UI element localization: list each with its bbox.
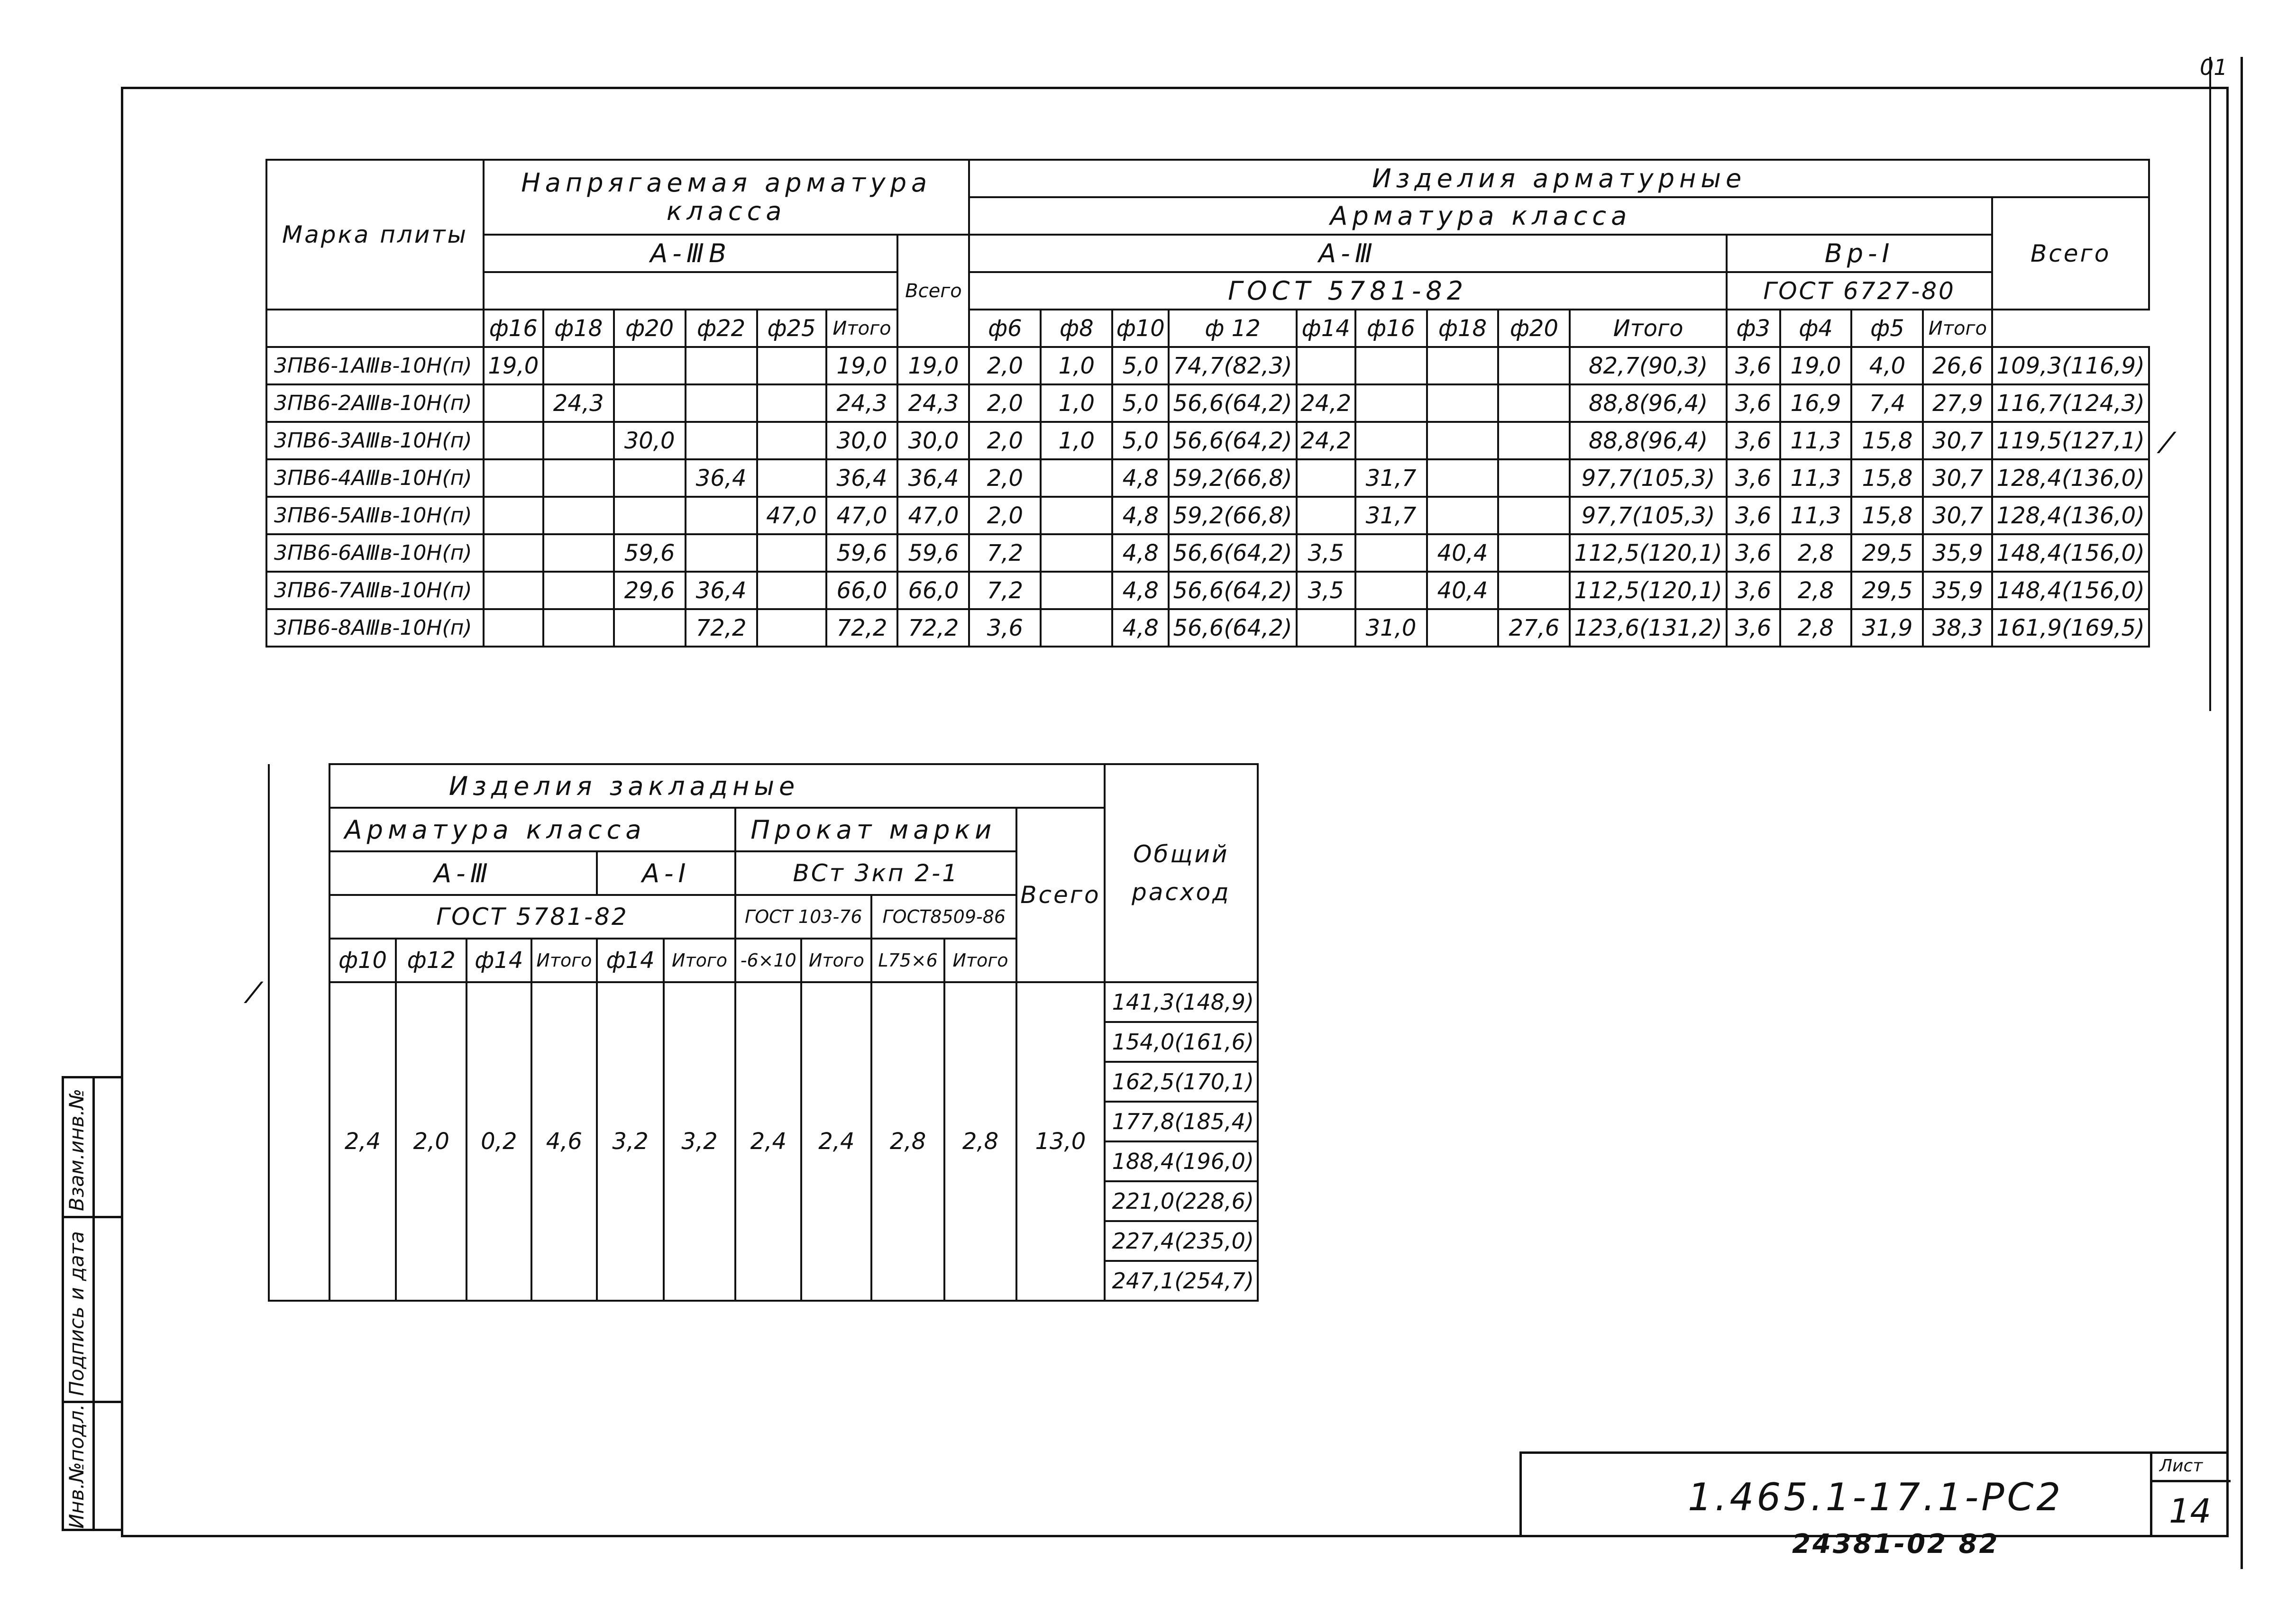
data-cell: 56,6(64,2) [1169, 422, 1297, 459]
blank-left [269, 851, 329, 895]
vsego-embedded-header: Всего [1016, 808, 1104, 982]
gost-5781: ГОСТ 5781-82 [329, 895, 735, 939]
data-cell: 30,7 [1923, 497, 1992, 534]
data-cell: 59,2(66,8) [1169, 459, 1297, 497]
data-cell [1297, 497, 1355, 534]
data-cell: 24,2 [1297, 422, 1355, 459]
data-cell: 56,6(64,2) [1169, 572, 1297, 609]
data-cell: 24,2 [1297, 384, 1355, 422]
data-cell [757, 534, 826, 572]
data-cell: 4,8 [1112, 572, 1169, 609]
blank-left [269, 808, 329, 851]
data-cell [1041, 609, 1112, 647]
col-header: L75×6 [871, 939, 944, 982]
blank-gost-cell [484, 272, 898, 310]
data-cell: 72,2 [826, 609, 898, 647]
data-cell [1041, 459, 1112, 497]
data-cell: 59,6 [826, 534, 898, 572]
prokat-marki: Прокат марки [735, 808, 1016, 851]
data-cell: 66,0 [897, 572, 969, 609]
data-cell [1498, 572, 1570, 609]
gost-8509: ГОСТ8509-86 [871, 895, 1016, 939]
total-cell: 247,1(254,7) [1105, 1261, 1258, 1301]
col-header: Итого [1923, 310, 1992, 347]
data-cell [1498, 497, 1570, 534]
data-cell: 19,0 [484, 347, 543, 384]
reinforcement-rows [266, 347, 2149, 647]
data-cell: 148,4(156,0) [1992, 534, 2149, 572]
data-cell: 7,4 [1851, 384, 1923, 422]
gost-bp1: ГОСТ 6727-80 [1727, 272, 1993, 310]
data-cell [757, 459, 826, 497]
data-cell: 3,6 [1727, 459, 1780, 497]
row-mark: 3ПВ6-8АⅢв-10Н(п) [266, 609, 484, 647]
table-row [266, 347, 2149, 384]
total-cell: 227,4(235,0) [1105, 1221, 1258, 1261]
data-cell [1041, 497, 1112, 534]
archive-code: 24381-02 82 [1792, 1529, 2000, 1560]
products-title: Изделия арматурные [969, 160, 2149, 197]
data-cell [686, 497, 757, 534]
data-cell: 3,5 [1297, 534, 1355, 572]
col-mark-header: Марка плиты [266, 160, 484, 310]
data-cell [1355, 534, 1427, 572]
data-cell: 97,7(105,3) [1570, 459, 1726, 497]
data-cell: 36,4 [826, 459, 898, 497]
total-cell: 177,8(185,4) [1105, 1102, 1258, 1141]
data-cell: 116,7(124,3) [1992, 384, 2149, 422]
data-cell [1427, 497, 1499, 534]
row-mark: 3ПВ6-7АⅢв-10Н(п) [266, 572, 484, 609]
data-cell: 30,0 [614, 422, 686, 459]
data-cell [686, 347, 757, 384]
gost-a3: ГОСТ 5781-82 [969, 272, 1726, 310]
data-cell [543, 422, 614, 459]
data-cell [614, 609, 686, 647]
data-cell: 4,8 [1112, 609, 1169, 647]
embedded-title: Изделия закладные [329, 764, 1105, 808]
data-cell [543, 609, 614, 647]
vsego-stressed-header: Всего [897, 235, 969, 347]
data-cell [1498, 459, 1570, 497]
vzam-inv-label: Взам.инв.№ [65, 1088, 88, 1211]
data-cell: 19,0 [1780, 347, 1852, 384]
data-cell [686, 422, 757, 459]
embedded-items-table [268, 763, 1259, 1302]
data-cell [614, 459, 686, 497]
data-cell [1427, 422, 1499, 459]
data-cell: 11,3 [1780, 497, 1852, 534]
data-cell: 56,6(64,2) [1169, 384, 1297, 422]
data-cell: 11,3 [1780, 459, 1852, 497]
data-cell: 36,4 [686, 572, 757, 609]
data-cell: 29,6 [614, 572, 686, 609]
table-row [266, 609, 2149, 647]
col-header: ф20 [614, 310, 686, 347]
col-header: ф25 [757, 310, 826, 347]
data-cell: 35,9 [1923, 534, 1992, 572]
row-mark: 3ПВ6-6АⅢв-10Н(п) [266, 534, 484, 572]
data-cell: 40,4 [1427, 534, 1499, 572]
col-header: Итого [944, 939, 1016, 982]
data-cell [543, 347, 614, 384]
data-cell: 3,6 [1727, 609, 1780, 647]
sheet-label: Лист [2159, 1456, 2203, 1476]
podpis-label: Подпись и дата [65, 1231, 88, 1396]
data-cell: 5,0 [1112, 384, 1169, 422]
data-cell: 47,0 [897, 497, 969, 534]
data-cell: 88,8(96,4) [1570, 384, 1726, 422]
data-cell: 36,4 [897, 459, 969, 497]
data-cell: 3,6 [1727, 384, 1780, 422]
data-cell: 2,0 [969, 497, 1041, 534]
data-cell [757, 384, 826, 422]
value-cell: 3,2 [597, 982, 664, 1301]
data-cell: 26,6 [1923, 347, 1992, 384]
blank-left [269, 939, 329, 982]
data-cell: 4,8 [1112, 459, 1169, 497]
data-cell: 3,6 [1727, 572, 1780, 609]
col-header: ф6 [969, 310, 1041, 347]
data-cell: 128,4(136,0) [1992, 497, 2149, 534]
break-mark: ⁄ [2164, 427, 2169, 460]
data-cell: 40,4 [1427, 572, 1499, 609]
data-cell: 1,0 [1041, 347, 1112, 384]
row-mark: 3ПВ6-5АⅢв-10Н(п) [266, 497, 484, 534]
data-cell: 128,4(136,0) [1992, 459, 2149, 497]
value-cell: 4,6 [531, 982, 597, 1301]
data-cell [1297, 609, 1355, 647]
data-cell: 47,0 [757, 497, 826, 534]
table-edge-line [2209, 57, 2211, 711]
data-cell: 109,3(116,9) [1992, 347, 2149, 384]
col-header: ф 12 [1169, 310, 1297, 347]
data-cell: 72,2 [897, 609, 969, 647]
data-cell: 24,3 [826, 384, 898, 422]
blank-left [269, 982, 329, 1301]
total-cell: 188,4(196,0) [1105, 1141, 1258, 1181]
data-cell [484, 609, 543, 647]
data-cell: 7,2 [969, 534, 1041, 572]
data-cell: 148,4(156,0) [1992, 572, 2149, 609]
col-header: ф14 [1297, 310, 1355, 347]
data-cell: 15,8 [1851, 497, 1923, 534]
data-cell: 119,5(127,1) [1992, 422, 2149, 459]
data-cell [614, 497, 686, 534]
data-cell: 36,4 [686, 459, 757, 497]
data-cell [1498, 534, 1570, 572]
data-cell: 5,0 [1112, 422, 1169, 459]
data-cell [1355, 384, 1427, 422]
data-cell [757, 422, 826, 459]
row-mark: 3ПВ6-1АⅢв-10Н(п) [266, 347, 484, 384]
steel-grade: ВСт 3кп 2-1 [735, 851, 1016, 895]
data-cell: 38,3 [1923, 609, 1992, 647]
data-cell: 66,0 [826, 572, 898, 609]
value-cell: 2,8 [871, 982, 944, 1301]
col-header: ф22 [686, 310, 757, 347]
data-cell: 1,0 [1041, 422, 1112, 459]
value-cell: 13,0 [1016, 982, 1104, 1301]
data-cell [1427, 609, 1499, 647]
stressed-class: А-ⅢВ [484, 235, 898, 272]
data-cell [1355, 422, 1427, 459]
data-cell: 27,9 [1923, 384, 1992, 422]
data-cell: 59,2(66,8) [1169, 497, 1297, 534]
data-cell: 4,8 [1112, 534, 1169, 572]
data-cell: 1,0 [1041, 384, 1112, 422]
data-cell [1041, 534, 1112, 572]
value-cell: 2,4 [735, 982, 801, 1301]
data-cell [1355, 347, 1427, 384]
data-cell: 59,6 [614, 534, 686, 572]
table-row [266, 572, 2149, 609]
data-cell: 30,7 [1923, 422, 1992, 459]
data-cell: 31,7 [1355, 497, 1427, 534]
total-cell: 141,3(148,9) [1105, 982, 1258, 1022]
data-cell: 5,0 [1112, 347, 1169, 384]
value-cell: 2,8 [944, 982, 1016, 1301]
stamp-divider [92, 1078, 95, 1529]
col-header: ф18 [543, 310, 614, 347]
col-header: ф4 [1780, 310, 1852, 347]
data-cell: 72,2 [686, 609, 757, 647]
data-cell [1498, 384, 1570, 422]
data-cell: 11,3 [1780, 422, 1852, 459]
col-header: ф18 [1427, 310, 1499, 347]
armatura-klassa: Арматура класса [969, 197, 1992, 235]
data-cell: 29,5 [1851, 572, 1923, 609]
col-header: Итого [531, 939, 597, 982]
col-header: Итого [801, 939, 871, 982]
data-cell: 27,6 [1498, 609, 1570, 647]
data-cell: 123,6(131,2) [1570, 609, 1726, 647]
data-cell [1297, 347, 1355, 384]
data-cell: 82,7(90,3) [1570, 347, 1726, 384]
corner-mark: 01 [2200, 55, 2228, 80]
data-cell [757, 609, 826, 647]
value-cell: 2,4 [329, 982, 396, 1301]
col-header: Итого [826, 310, 898, 347]
vsego-products-header: Всего [1992, 197, 2149, 310]
class-a3: А-Ⅲ [969, 235, 1726, 272]
value-cell: 0,2 [467, 982, 531, 1301]
data-cell: 2,0 [969, 459, 1041, 497]
data-cell: 112,5(120,1) [1570, 534, 1726, 572]
data-cell: 35,9 [1923, 572, 1992, 609]
row-mark: 3ПВ6-2АⅢв-10Н(п) [266, 384, 484, 422]
data-cell: 56,6(64,2) [1169, 534, 1297, 572]
data-cell: 15,8 [1851, 459, 1923, 497]
data-cell [614, 384, 686, 422]
row-mark: 3ПВ6-4АⅢв-10Н(п) [266, 459, 484, 497]
data-cell: 2,8 [1780, 572, 1852, 609]
document-code: 1.465.1-17.1-РС2 [1688, 1475, 2064, 1519]
col-header: ф20 [1498, 310, 1570, 347]
title-divider [2150, 1454, 2152, 1535]
data-cell: 88,8(96,4) [1570, 422, 1726, 459]
col-header: Итого [1570, 310, 1726, 347]
data-cell [484, 459, 543, 497]
reinforcement-table [265, 159, 2150, 648]
data-cell [484, 384, 543, 422]
stressed-title: Напрягаемая арматура класса [484, 160, 969, 235]
data-cell: 29,5 [1851, 534, 1923, 572]
data-cell: 3,5 [1297, 572, 1355, 609]
data-cell: 15,8 [1851, 422, 1923, 459]
table-row [266, 459, 2149, 497]
data-cell: 112,5(120,1) [1570, 572, 1726, 609]
data-cell: 3,6 [1727, 534, 1780, 572]
data-cell: 31,9 [1851, 609, 1923, 647]
title-block [1519, 1451, 2229, 1537]
col-header: ф10 [329, 939, 396, 982]
data-cell: 2,8 [1780, 609, 1852, 647]
class-a3-2: А-Ⅲ [329, 851, 597, 895]
data-cell [757, 347, 826, 384]
class-bp1: Вр-I [1727, 235, 1993, 272]
data-cell: 3,6 [1727, 422, 1780, 459]
data-cell [484, 534, 543, 572]
data-cell: 31,0 [1355, 609, 1427, 647]
data-cell: 2,0 [969, 384, 1041, 422]
col-header: ф14 [467, 939, 531, 982]
col-header: ф5 [1851, 310, 1923, 347]
data-cell: 24,3 [543, 384, 614, 422]
data-cell: 3,6 [1727, 497, 1780, 534]
data-cell [484, 572, 543, 609]
data-cell [1355, 572, 1427, 609]
total-cell: 162,5(170,1) [1105, 1062, 1258, 1102]
data-cell: 56,6(64,2) [1169, 609, 1297, 647]
data-cell [614, 347, 686, 384]
title-divider [2150, 1480, 2231, 1482]
data-cell [543, 534, 614, 572]
data-cell: 30,7 [1923, 459, 1992, 497]
side-stamp [62, 1076, 123, 1531]
data-cell [1427, 459, 1499, 497]
trim-line [2241, 57, 2243, 1569]
class-a1: А-I [597, 851, 735, 895]
obshchiy-header: Общий расход [1105, 764, 1258, 982]
value-cell: 2,4 [801, 982, 871, 1301]
data-cell: 161,9(169,5) [1992, 609, 2149, 647]
break-mark: ⁄ [251, 976, 256, 1010]
value-cell: 3,2 [664, 982, 735, 1301]
data-cell: 97,7(105,3) [1570, 497, 1726, 534]
blank-left [269, 764, 329, 808]
col-header: ф16 [484, 310, 543, 347]
data-cell: 19,0 [897, 347, 969, 384]
col-header: ф14 [597, 939, 664, 982]
data-cell [543, 459, 614, 497]
data-cell: 24,3 [897, 384, 969, 422]
data-cell [1427, 384, 1499, 422]
table-row [266, 422, 2149, 459]
total-cell: 221,0(228,6) [1105, 1181, 1258, 1221]
col-header: ф10 [1112, 310, 1169, 347]
data-cell [1297, 459, 1355, 497]
data-cell: 2,0 [969, 347, 1041, 384]
armatura-klassa-2: Арматура класса [329, 808, 735, 851]
data-cell: 2,8 [1780, 534, 1852, 572]
data-cell [543, 497, 614, 534]
table-row [266, 497, 2149, 534]
data-cell [543, 572, 614, 609]
col-header: ф12 [396, 939, 467, 982]
data-cell [1498, 347, 1570, 384]
data-cell: 16,9 [1780, 384, 1852, 422]
data-cell: 7,2 [969, 572, 1041, 609]
data-cell: 30,0 [897, 422, 969, 459]
data-cell: 4,0 [1851, 347, 1923, 384]
data-cell [686, 534, 757, 572]
data-cell: 30,0 [826, 422, 898, 459]
data-cell: 3,6 [1727, 347, 1780, 384]
data-cell: 3,6 [969, 609, 1041, 647]
data-cell: 31,7 [1355, 459, 1427, 497]
sheet-number: 14 [2169, 1492, 2212, 1531]
gost-103: ГОСТ 103-76 [735, 895, 871, 939]
inv-podl-label: Инв.№подл. [65, 1404, 88, 1529]
data-cell: 2,0 [969, 422, 1041, 459]
data-cell [484, 497, 543, 534]
col-header: -6×10 [735, 939, 801, 982]
data-cell: 4,8 [1112, 497, 1169, 534]
col-header: ф3 [1727, 310, 1780, 347]
data-cell: 59,6 [897, 534, 969, 572]
data-cell [1498, 422, 1570, 459]
data-cell [757, 572, 826, 609]
data-cell: 74,7(82,3) [1169, 347, 1297, 384]
data-cell [1427, 347, 1499, 384]
table-row [266, 384, 2149, 422]
blank-corner [266, 310, 484, 347]
data-cell [484, 422, 543, 459]
col-header: ф16 [1355, 310, 1427, 347]
col-header: Итого [664, 939, 735, 982]
table-row [266, 534, 2149, 572]
total-cell: 154,0(161,6) [1105, 1022, 1258, 1062]
data-cell [1041, 572, 1112, 609]
data-cell [686, 384, 757, 422]
data-cell: 19,0 [826, 347, 898, 384]
data-cell: 47,0 [826, 497, 898, 534]
row-mark: 3ПВ6-3АⅢв-10Н(п) [266, 422, 484, 459]
col-header: ф8 [1041, 310, 1112, 347]
value-cell: 2,0 [396, 982, 467, 1301]
blank-left [269, 895, 329, 939]
